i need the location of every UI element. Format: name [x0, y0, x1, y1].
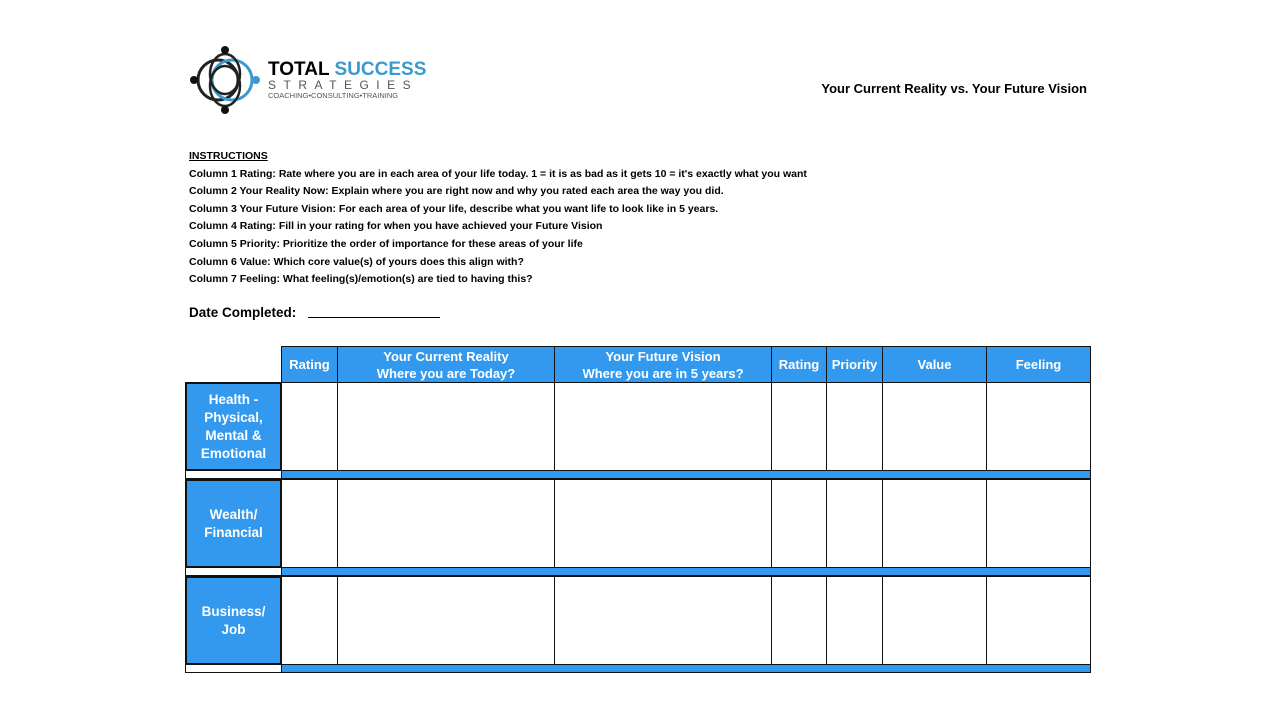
column-header-text: Your Current Reality: [383, 348, 509, 364]
instruction-line: Column 6 Value: Which core value(s) of yours does this align with?: [189, 255, 524, 268]
row-separator-bar: [281, 567, 1091, 576]
table-input-cell[interactable]: [337, 382, 555, 471]
column-header: [337, 346, 555, 383]
table-input-cell[interactable]: [337, 576, 555, 665]
row-label-text: Wealth/: [209, 506, 258, 522]
logo-rings-icon: [188, 44, 264, 116]
instruction-line: Column 2 Your Reality Now: Explain where you are right now and why you rated each area the way you did.: [189, 185, 724, 198]
row-separator: [185, 567, 282, 576]
table-input-cell[interactable]: [281, 382, 338, 471]
instruction-line: Column 5 Priority: Prioritize the order of importance for these areas of your life: [189, 237, 583, 250]
table-input-cell[interactable]: [554, 479, 772, 568]
column-header: [986, 346, 1091, 383]
instruction-line: Column 7 Feeling: What feeling(s)/emotion(s) are tied to having this?: [189, 273, 533, 286]
column-header: [771, 346, 827, 383]
instruction-line: Column 1 Rating: Rate where you are in each area of your life today. 1 = it is as bad as it gets 10 = it's exactly what you want: [189, 167, 807, 180]
logo-text-total: TOTAL: [268, 59, 330, 80]
date-completed-label: Date Completed:: [189, 305, 297, 320]
table-input-cell[interactable]: [826, 382, 883, 471]
logo: [188, 44, 428, 116]
table-input-cell[interactable]: [281, 479, 338, 568]
table-input-cell[interactable]: [771, 479, 827, 568]
column-header-text: Priority: [831, 357, 878, 372]
row-label-text: Job: [221, 621, 246, 637]
table-input-cell[interactable]: [771, 382, 827, 471]
table-input-cell[interactable]: [826, 576, 883, 665]
logo-tagline: COACHING•CONSULTING•TRAINING: [268, 91, 399, 100]
table-input-cell[interactable]: [554, 576, 772, 665]
column-header-text: Where you are in 5 years?: [582, 365, 744, 381]
table-input-cell[interactable]: [882, 479, 987, 568]
row-label-text: Physical,: [204, 409, 263, 425]
table-input-cell[interactable]: [986, 576, 1091, 665]
table-input-cell[interactable]: [771, 576, 827, 665]
column-header-text: Your Future Vision: [605, 348, 721, 364]
column-header-text: Feeling: [1015, 357, 1062, 372]
table-input-cell[interactable]: [882, 382, 987, 471]
row-label: [185, 382, 282, 471]
document-title: Your Current Reality vs. Your Future Vision: [821, 81, 1087, 96]
column-header-text: Rating: [289, 357, 330, 372]
table-input-cell[interactable]: [826, 479, 883, 568]
column-header: [281, 346, 338, 383]
column-header-text: Value: [917, 357, 952, 372]
table-input-cell[interactable]: [554, 382, 772, 471]
table-input-cell[interactable]: [986, 382, 1091, 471]
row-label-text: Health -: [208, 391, 259, 407]
row-separator: [185, 470, 282, 479]
table-input-cell[interactable]: [986, 479, 1091, 568]
row-label-text: Business/: [201, 603, 266, 619]
instructions-heading: INSTRUCTIONS: [189, 150, 268, 162]
row-separator-bar: [281, 470, 1091, 479]
column-header: [826, 346, 883, 383]
table-input-cell[interactable]: [337, 479, 555, 568]
row-separator-bar: [281, 664, 1091, 673]
column-header-text: Where you are Today?: [376, 365, 516, 381]
row-label: [185, 479, 282, 568]
column-header: [882, 346, 987, 383]
logo-text-strategies: STRATEGIES: [268, 78, 419, 92]
instruction-line: Column 4 Rating: Fill in your rating for when you have achieved your Future Vision: [189, 220, 603, 233]
column-header: [554, 346, 772, 383]
row-separator: [185, 664, 282, 673]
instructions: [189, 148, 807, 289]
instruction-line: Column 3 Your Future Vision: For each area of your life, describe what you want life to look like in 5 years.: [189, 202, 719, 215]
table-input-cell[interactable]: [882, 576, 987, 665]
column-header-text: Rating: [778, 357, 820, 372]
row-label: [185, 576, 282, 665]
row-label-text: Emotional: [200, 445, 267, 461]
table-input-cell[interactable]: [281, 576, 338, 665]
row-label-text: Mental &: [205, 427, 262, 443]
logo-text-success: SUCCESS: [334, 59, 427, 80]
date-completed-field[interactable]: [308, 316, 440, 318]
row-label-text: Financial: [204, 524, 263, 540]
